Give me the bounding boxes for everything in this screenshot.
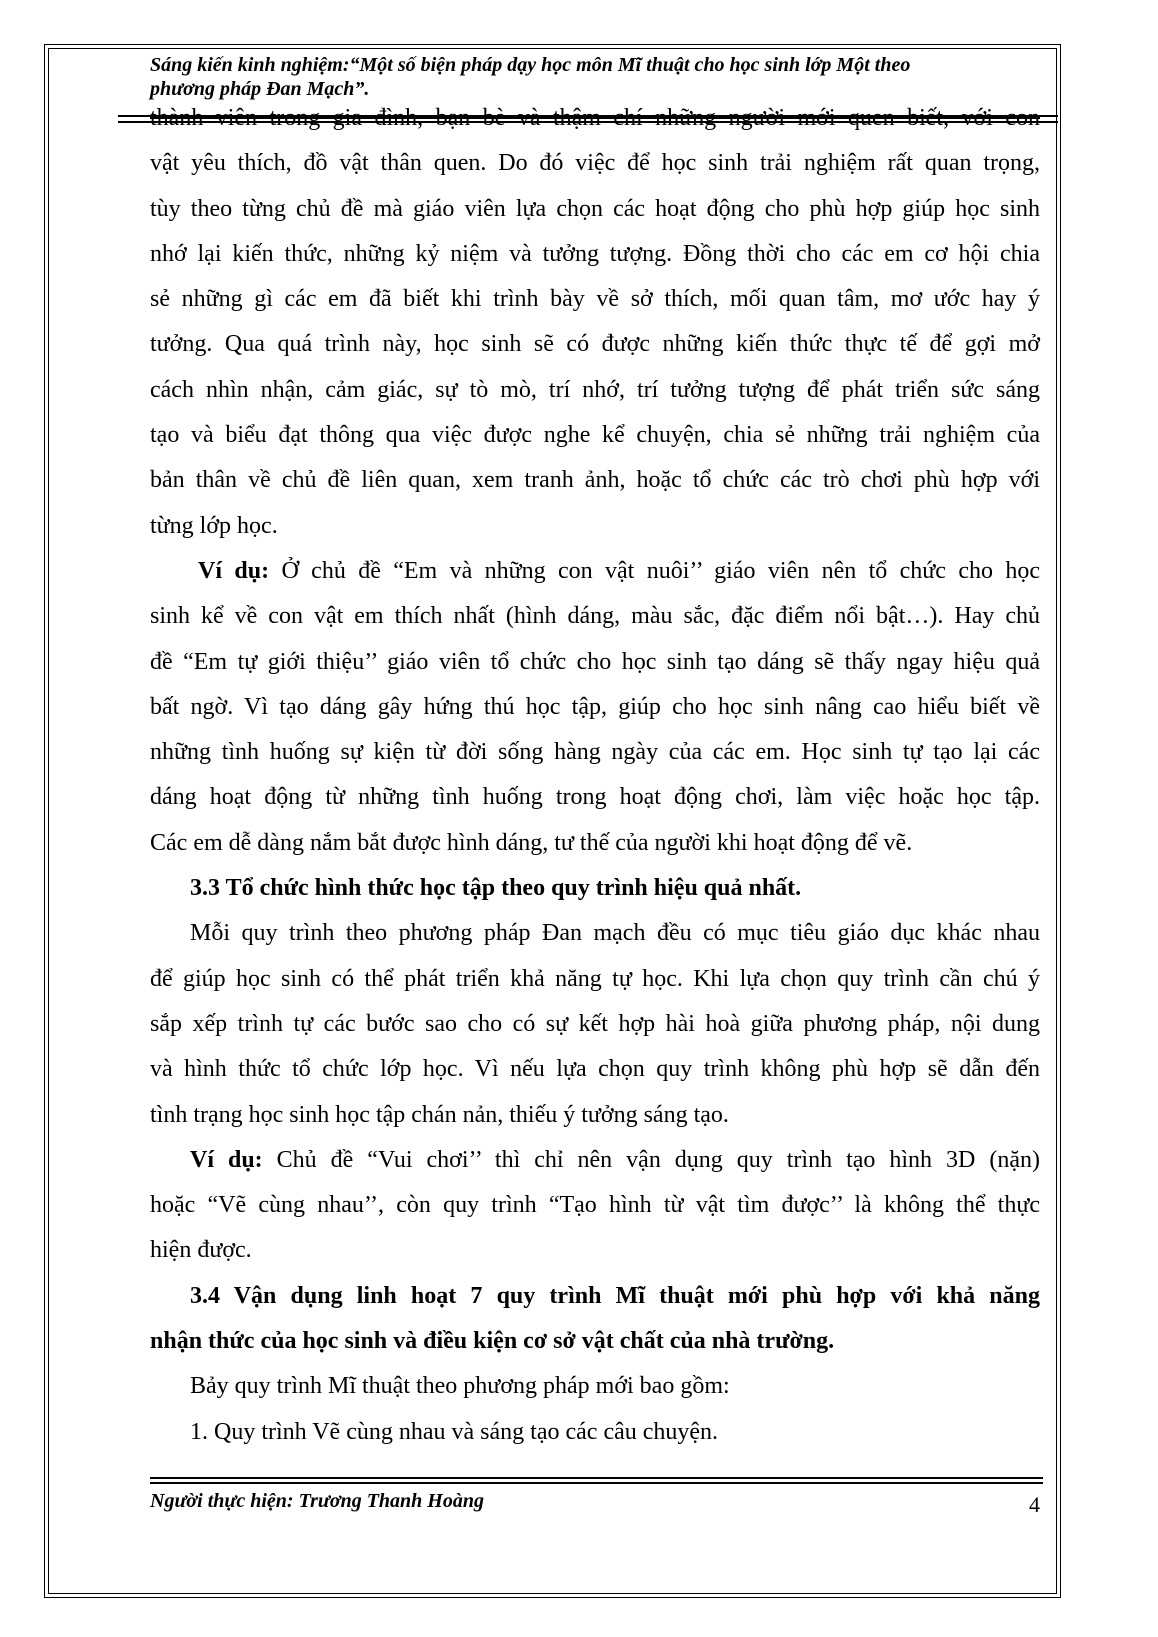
body-line: từng lớp học. <box>150 512 278 539</box>
section34-intro: Bảy quy trình Mĩ thuật theo phương pháp mới bao gồm: <box>190 1373 730 1400</box>
document-body <box>150 96 1040 1455</box>
example2-line: hiện được. <box>150 1237 252 1264</box>
example1-line: Các em dễ dàng nắm bắt được hình dáng, tư thế của người khi hoạt động để vẽ. <box>150 829 913 856</box>
section33-line: tình trạng học sinh học tập chán nản, thiếu ý tưởng sáng tạo. <box>150 1101 729 1128</box>
example2-label: Ví dụ: <box>190 1146 263 1173</box>
section33-line: và hình thức tổ chức lớp học. Vì nếu lựa chọn quy trình không phù hợp sẽ dẫn đến <box>150 1056 1040 1083</box>
body-line: cách nhìn nhận, cảm giác, sự tò mò, trí nhớ, trí tưởng tượng để phát triển sức sáng <box>150 376 1040 403</box>
header-title-line1: Sáng kiến kinh nghiệm:“Một số biện pháp dạy học môn Mĩ thuật cho học sinh lớp Một theo <box>150 54 911 76</box>
section33-line: để giúp học sinh có thể phát triển khả năng tự học. Khi lựa chọn quy trình cần chú ý <box>150 965 1040 992</box>
body-line: tùy theo từng chủ đề mà giáo viên lựa chọn các hoạt động cho phù hợp giúp học sinh <box>150 195 1040 222</box>
section-3-4-heading-line2: nhận thức của học sinh và điều kiện cơ sở vật chất của nhà trường. <box>150 1328 835 1355</box>
footer-rule-top <box>150 1477 1043 1479</box>
example1-line: sinh kể về con vật em thích nhất (hình dáng, màu sắc, đặc điểm nổi bật…). Hay chủ <box>150 603 1040 630</box>
footer-author: Người thực hiện: Trương Thanh Hoàng <box>150 1490 484 1512</box>
section-3-4-heading-line1: 3.4 Vận dụng linh hoạt 7 quy trình Mĩ thuật mới phù hợp với khả năng <box>190 1282 1040 1309</box>
header-title-line2: phương pháp Đan Mạch”. <box>150 78 370 100</box>
section33-line: Mỗi quy trình theo phương pháp Đan mạch đều có mục tiêu giáo dục khác nhau <box>190 920 1040 947</box>
body-line: vật yêu thích, đồ vật thân quen. Do đó việc để học sinh trải nghiệm rất quan trọng, <box>150 150 1040 177</box>
example1-line: bất ngờ. Vì tạo dáng gây hứng thú học tập, giúp cho học sinh nâng cao hiểu biết về <box>150 693 1040 720</box>
example1-line: những tình huống sự kiện từ đời sống hàng ngày của các em. Học sinh tự tạo lại các <box>150 739 1040 766</box>
footer-rule-bottom <box>150 1482 1043 1484</box>
example1-first-line: Ví dụ: Ở chủ đề “Em và những con vật nuôi’’ giáo viên nên tổ chức cho học <box>198 557 1041 584</box>
body-line: tưởng. Qua quá trình này, học sinh sẽ có được những kiến thức thực tế để gợi mở <box>150 331 1040 358</box>
example1-label: Ví dụ: <box>198 557 270 584</box>
section33-line: sắp xếp trình tự các bước sao cho có sự kết hợp hài hoà giữa phương pháp, nội dung <box>150 1010 1040 1037</box>
example2-first-line: Ví dụ: Chủ đề “Vui chơi’’ thì chỉ nên vận dụng quy trình tạo hình 3D (nặn) <box>190 1146 1040 1173</box>
section34-item-1: 1. Quy trình Vẽ cùng nhau và sáng tạo các câu chuyện. <box>190 1418 719 1445</box>
example2-line: hoặc “Vẽ cùng nhau’’, còn quy trình “Tạo hình từ vật tìm được’’ là không thể thực <box>150 1192 1040 1219</box>
body-line: nhớ lại kiến thức, những kỷ niệm và tưởng tượng. Đồng thời cho các em cơ hội chia <box>150 240 1040 267</box>
body-line: bản thân về chủ đề liên quan, xem tranh ảnh, hoặc tổ chức các trò chơi phù hợp với <box>150 467 1040 494</box>
body-line: thành viên trong gia đình, bạn bè và thậm chí những người mới quen biết, với con <box>150 105 1040 131</box>
body-line: tạo và biểu đạt thông qua việc được nghe kể chuyện, chia sẻ những trải nghiệm của <box>150 422 1040 449</box>
page-number: 4 <box>1029 1492 1040 1517</box>
body-line: sẻ những gì các em đã biết khi trình bày về sở thích, mối quan tâm, mơ ước hay ý <box>150 286 1040 313</box>
example1-line: đề “Em tự giới thiệu’’ giáo viên tổ chức cho học sinh tạo dáng sẽ thấy ngay hiệu quả <box>150 648 1040 675</box>
section-3-3-heading: 3.3 Tổ chức hình thức học tập theo quy trình hiệu quả nhất. <box>190 875 802 902</box>
example1-line: dáng hoạt động từ những tình huống trong hoạt động chơi, làm việc hoặc học tập. <box>150 784 1040 811</box>
document-header <box>150 53 1045 101</box>
